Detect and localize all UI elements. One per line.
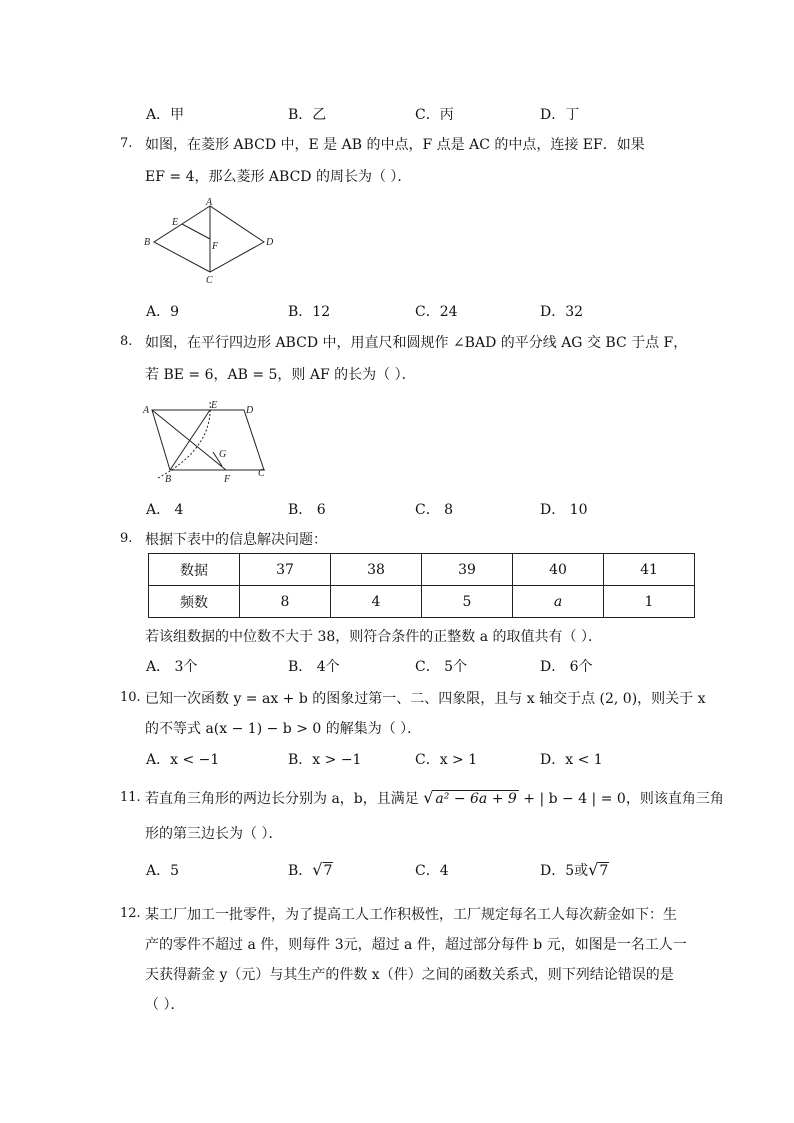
q7-rhombus-figure	[140, 196, 280, 288]
q7-number: 7.	[120, 136, 133, 151]
q11-text-line1	[145, 788, 724, 808]
q7-option-a: A．9	[146, 304, 180, 320]
table-cell: 4	[331, 586, 422, 618]
q8-option-c: C． 8	[415, 502, 454, 518]
q11-option-a: A．5	[146, 863, 180, 879]
q6-option-b: B．乙	[288, 107, 327, 123]
q8-parallelogram-figure	[140, 396, 275, 488]
q11-text-part2: + | b − 4 | = 0，则该直角三角	[518, 791, 724, 807]
q7-label-b: B	[144, 237, 151, 248]
table-cell: 37	[240, 554, 331, 586]
segment-ef	[182, 224, 210, 239]
table-row	[149, 554, 695, 586]
q8-label-d: D	[246, 405, 254, 416]
q8-label-a: A	[143, 405, 150, 416]
q6-option-c: C．丙	[415, 107, 454, 123]
table-cell: 1	[604, 586, 695, 618]
q10-option-d: D．x < 1	[540, 752, 603, 768]
q11-option-c: C．4	[415, 863, 449, 879]
q11-option-d	[540, 860, 609, 880]
table-cell: 41	[604, 554, 695, 586]
q10-number: 10.	[120, 690, 141, 705]
q8-number: 8.	[120, 334, 133, 349]
q11-text-part1: 若直角三角形的两边长分别为 a，b，且满足	[145, 791, 424, 807]
table-cell: a	[513, 586, 604, 618]
q12-text-line3: 天获得薪金 y（元）与其生产的件数 x（件）之间的函数关系式，则下列结论错误的是	[145, 967, 674, 983]
q6-option-a: A．甲	[146, 107, 185, 123]
q8-option-b: B． 6	[288, 502, 326, 518]
q11-sqrt-expression: √ a² − 6a + 9	[423, 788, 517, 807]
q9-text-line1: 根据下表中的信息解决问题：	[145, 532, 327, 548]
q7-label-c: C	[206, 275, 213, 286]
q6-option-d: D．丁	[540, 107, 580, 123]
q12-number: 12.	[120, 906, 141, 921]
table-row	[149, 586, 695, 618]
q10-option-b: B．x > −1	[288, 752, 362, 768]
q7-option-b: B．12	[288, 304, 331, 320]
table-cell: 38	[331, 554, 422, 586]
q11-option-b	[288, 860, 333, 880]
q9-option-a: A． 3个	[146, 659, 198, 675]
q10-text-line2: 的不等式 a(x − 1) − b > 0 的解集为（ ）．	[145, 721, 422, 737]
q8-label-e: E	[211, 400, 218, 411]
q8-label-b: B	[165, 474, 172, 485]
table-cell: 40	[513, 554, 604, 586]
q11-option-b-label: B．	[288, 863, 313, 879]
q11-text-line2: 形的第三边长为（ ）．	[145, 826, 283, 842]
q7-text-line1: 如图，在菱形 ABCD 中，E 是 AB 的中点，F 点是 AC 的中点，连接 EF．如果	[145, 137, 645, 153]
q9-option-b: B． 4个	[288, 659, 340, 675]
q12-text-line4: （ ）．	[145, 997, 185, 1013]
table-cell: 39	[422, 554, 513, 586]
q9-text-line2: 若该组数据的中位数不大于 38，则符合条件的正整数 a 的取值共有（ ）．	[145, 629, 602, 645]
q8-option-a: A． 4	[146, 502, 184, 518]
q8-option-d: D． 10	[540, 502, 588, 518]
q9-option-d: D． 6个	[540, 659, 593, 675]
q7-label-e: E	[172, 217, 179, 228]
q8-label-f: F	[224, 474, 231, 485]
bisector-af	[152, 410, 226, 470]
table-cell: 8	[240, 586, 331, 618]
q10-option-a: A．x < −1	[146, 752, 220, 768]
q9-frequency-table	[148, 553, 695, 618]
q10-option-c: C．x > 1	[415, 752, 478, 768]
q11-option-d-sqrt: √7	[588, 860, 609, 879]
q7-option-c: C．24	[415, 304, 458, 320]
q7-label-f: F	[212, 241, 219, 252]
compass-arc	[158, 402, 210, 478]
q8-text-line2: 若 BE = 6，AB = 5，则 AF 的长为（ ）．	[145, 367, 416, 383]
q11-option-d-radicand: 7	[599, 863, 609, 879]
q11-option-b-sqrt: √7	[312, 860, 333, 879]
q11-option-b-radicand: 7	[323, 863, 333, 879]
q9-number: 9.	[120, 531, 133, 546]
segment-be	[170, 410, 210, 470]
q12-text-line2: 产的零件不超过 a 件，则每件 3元，超过 a 件，超过部分每件 b 元，如图是一名工人一	[145, 937, 687, 953]
q7-text-line2: EF = 4，那么菱形 ABCD 的周长为（ ）．	[145, 169, 412, 185]
q7-label-d: D	[266, 237, 274, 248]
q7-label-a: A	[206, 197, 213, 208]
parallelogram-outline	[152, 410, 264, 470]
table-cell: 数据	[149, 554, 240, 586]
q8-text-line1: 如图，在平行四边形 ABCD 中，用直尺和圆规作 ∠BAD 的平分线 AG 交 BC 于点 F，	[145, 335, 688, 351]
q11-number: 11.	[120, 790, 141, 805]
q12-text-line1: 某工厂加工一批零件，为了提高工人工作积极性，工厂规定每名工人每次薪金如下：生	[145, 907, 677, 923]
q8-label-c: C	[258, 468, 265, 479]
q11-radicand: a² − 6a + 9	[435, 791, 517, 807]
q7-option-d: D．32	[540, 304, 584, 320]
table-cell: 频数	[149, 586, 240, 618]
q10-text-line1: 已知一次函数 y = ax + b 的图象过第一、二、四象限，且与 x 轴交于点 (2, 0)，则关于 x	[145, 691, 706, 707]
q9-option-c: C． 5个	[415, 659, 468, 675]
q11-option-d-label: D．5或	[540, 863, 589, 879]
table-cell: 5	[422, 586, 513, 618]
q8-label-g: G	[219, 449, 227, 460]
